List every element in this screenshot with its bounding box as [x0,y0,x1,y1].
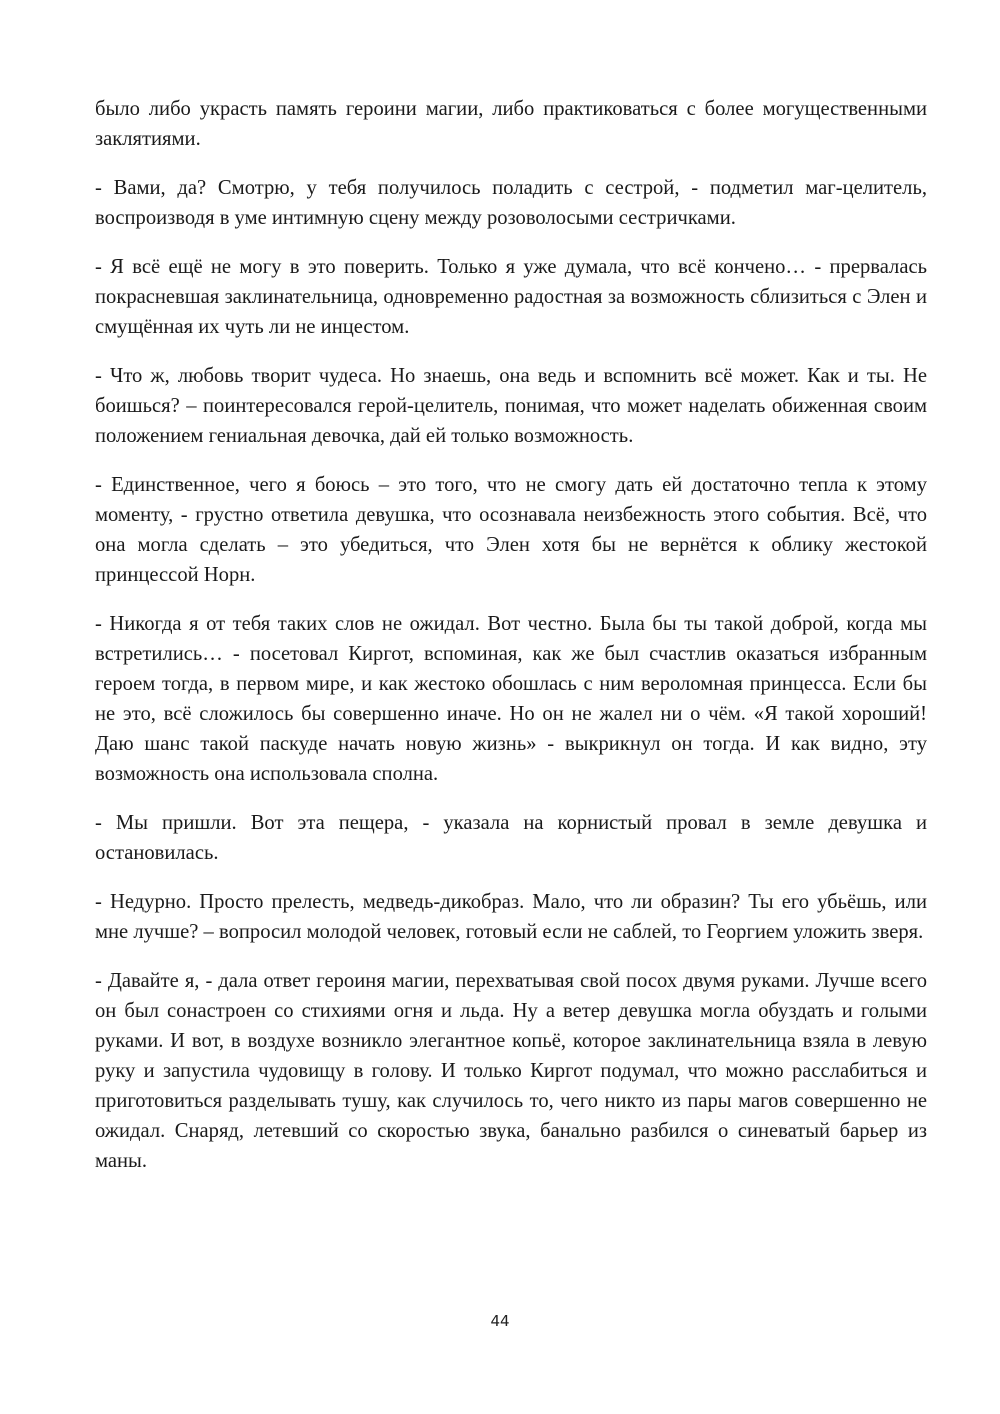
paragraph-5: - Единственное, чего я боюсь – это того, что не смогу дать ей достаточно тепла к этому моменту, - грустно ответила девушка, что осознавала неизбежность этого события. Всё, что она могла сделать – это убедиться, что Элен хотя бы не вернётся к облику жестокой принцессой Норн. [95,474,927,586]
paragraph-3: - Я всё ещё не могу в это поверить. Только я уже думала, что всё кончено… - прервалась покрасневшая заклинательница, одновременно радостная за возможность сблизиться с Элен и смущённая их чуть ли не инцестом. [95,256,927,338]
paragraph-2: - Вами, да? Смотрю, у тебя получилось поладить с сестрой, - подметил маг-целитель, воспроизводя в уме интимную сцену между розоволосыми сестричками. [95,177,927,229]
paragraph-9: - Давайте я, - дала ответ героиня магии, перехватывая свой посох двумя руками. Лучше всего он был сонастроен со стихиями огня и льда. Ну а ветер девушка могла обуздать и голыми руками. И вот, в воздухе возникло элегантное копьё, которое заклинательница взяла в левую руку и запустила чудовищу в голову. И только Киргот подумал, что можно расслабиться и приготовиться разделывать тушу, как случилось то, чего никто из пары магов совершенно не ожидал. Снаряд, летевший со скоростью звука, банально разбился о синеватый барьер из маны. [95,970,927,1172]
paragraph-8: - Недурно. Просто прелесть, медведь-дикобраз. Мало, что ли образин? Ты его убьёшь, или мне лучше? – вопросил молодой человек, готовый если не саблей, то Георгием уложить зверя. [95,891,927,943]
paragraph-1: было либо украсть память героини магии, либо практиковаться с более могущественными заклятиями. [95,98,927,150]
paragraph-6: - Никогда я от тебя таких слов не ожидал. Вот честно. Была бы ты такой доброй, когда мы встретились… - посетовал Киргот, вспоминая, как же был счастлив оказаться избранным героем тогда, в первом мире, и как жестоко обошлась с ним вероломная принцесса. Если бы не это, всё сложилось бы совершенно иначе. Но он не жалел ни о чём. «Я такой хороший! Даю шанс такой паскуде начать новую жизнь» - выкрикнул он тогда. И как видно, эту возможность она использовала сполна. [95,613,927,785]
paragraph-7: - Мы пришли. Вот эта пещера, - указала на корнистый провал в земле девушка и остановилась. [95,812,927,864]
document-page-body [95,94,927,1195]
paragraph-4: - Что ж, любовь творит чудеса. Но знаешь, она ведь и вспомнить всё может. Как и ты. Не боишься? – поинтересовался герой-целитель, понимая, что может наделать обиженная своим положением гениальная девочка, дай ей только возможность. [95,365,927,447]
page-number: 44 [490,1312,510,1330]
